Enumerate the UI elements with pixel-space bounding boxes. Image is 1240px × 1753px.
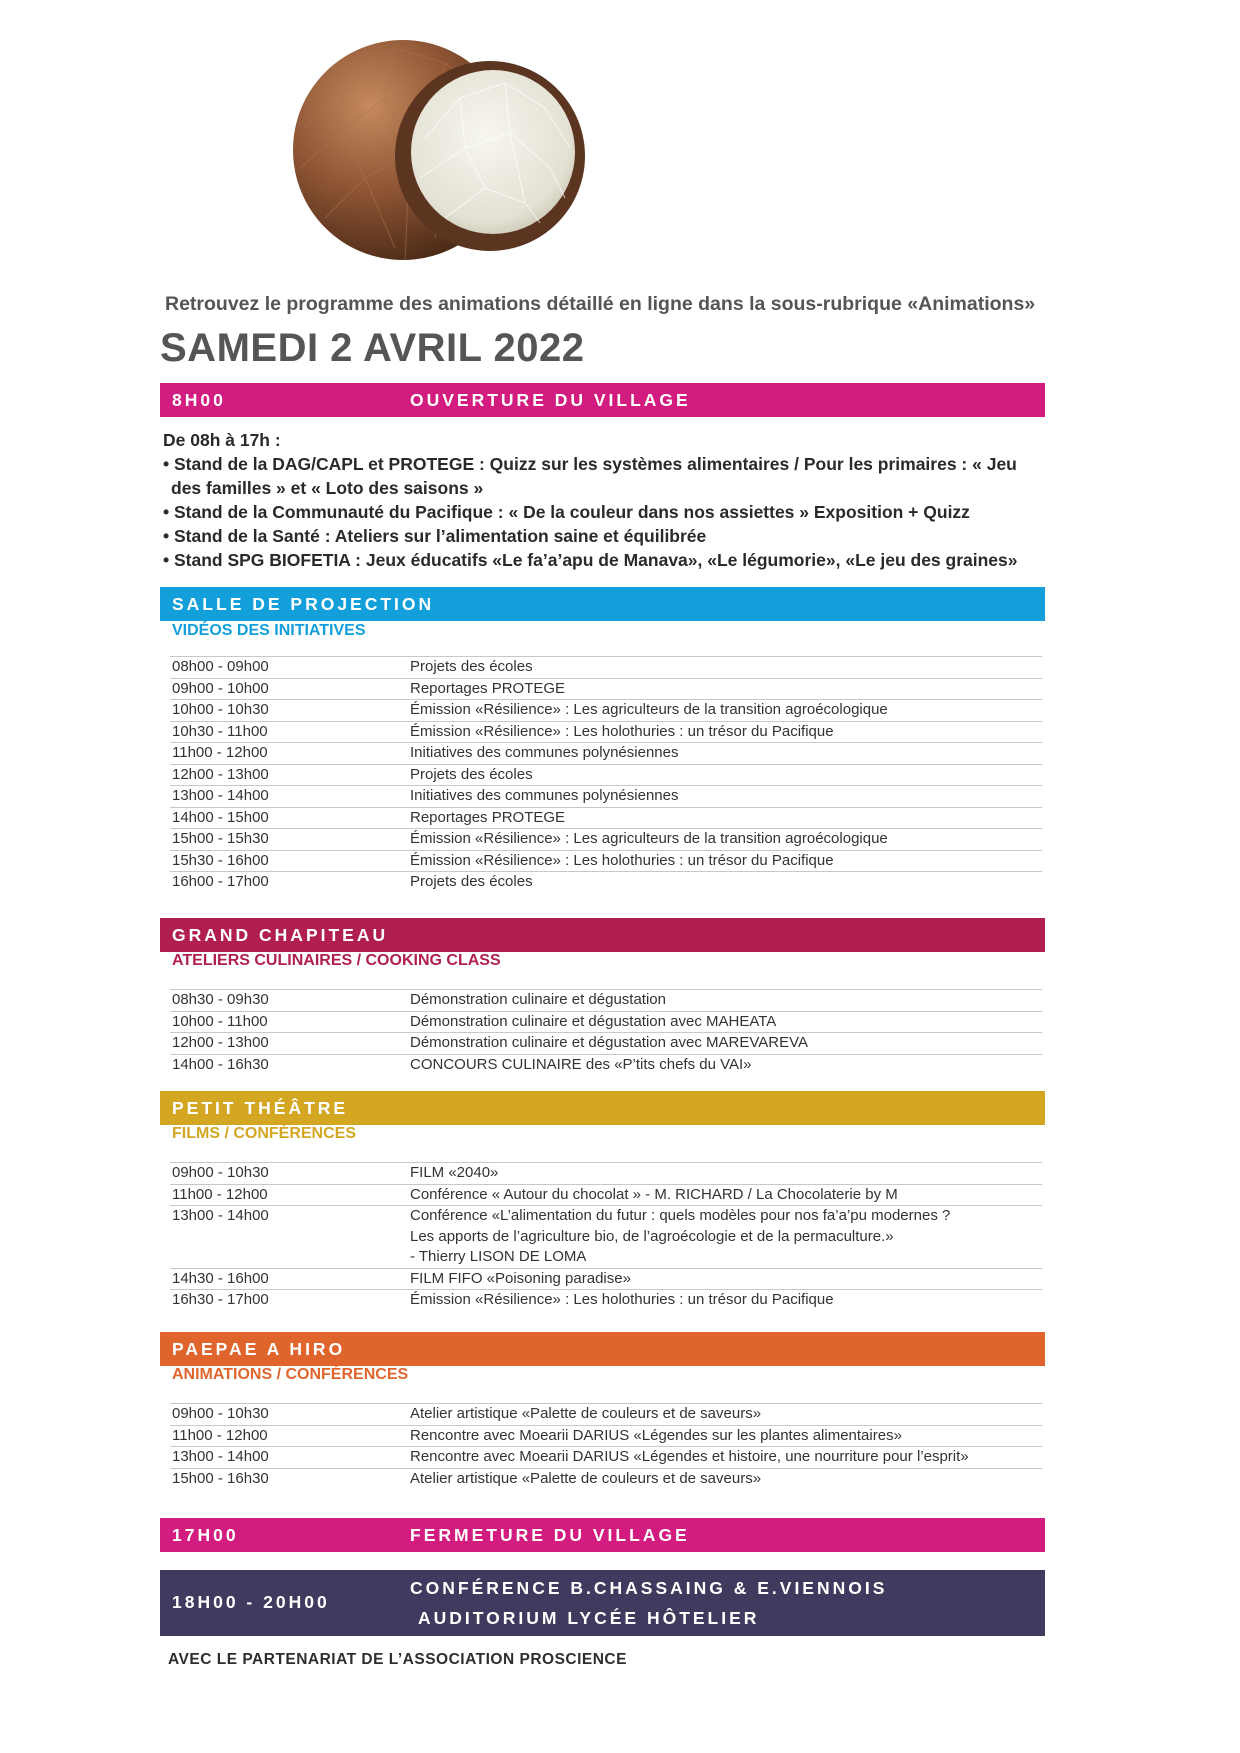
opening-hours: De 08h à 17h : (163, 430, 281, 450)
row-time: 08h00 - 09h00 (172, 658, 269, 675)
section-subtitle: VIDÉOS DES INITIATIVES (172, 622, 366, 639)
row-desc: Émission «Résilience» : Les agriculteurs de la transition agroécologique (410, 830, 888, 847)
row-desc: Émission «Résilience» : Les holothuries : un trésor du Pacifique (410, 722, 834, 740)
row-desc: Projets des écoles (410, 765, 533, 783)
row-time: 13h00 - 14h00 (172, 787, 269, 804)
schedule-list (170, 1403, 1042, 1489)
row-time: 16h00 - 17h00 (172, 873, 269, 890)
table-row (170, 699, 1042, 721)
table-row (170, 785, 1042, 807)
row-time: 15h00 - 15h30 (172, 830, 269, 847)
table-row (170, 1425, 1042, 1447)
section-title: PAEPAE A HIRO (172, 1339, 346, 1359)
section-bar-salle-de-projection (160, 587, 1045, 621)
opening-time: 8H00 (172, 390, 226, 410)
row-desc: Projets des écoles (410, 658, 533, 675)
conference-title: CONFÉRENCE B.CHASSAING & E.VIENNOIS (410, 1578, 888, 1598)
table-row (170, 1184, 1042, 1206)
section-bar-grand-chapiteau (160, 918, 1045, 952)
row-desc: Conférence «L’alimentation du futur : quels modèles pour nos fa’a’pu modernes ? Les apports de l’agriculture bio, de l’agroécologie et de la permaculture.» - Thierry LISON DE LOMA (410, 1207, 951, 1265)
table-row (170, 1446, 1042, 1468)
row-time: 11h00 - 12h00 (172, 1185, 268, 1203)
row-time: 09h00 - 10h30 (172, 1405, 269, 1422)
table-row (170, 764, 1042, 786)
list-item: • Stand de la Communauté du Pacifique : « De la couleur dans nos assiettes » Exposition + Quizz (163, 502, 970, 522)
section-title: SALLE DE PROJECTION (172, 594, 435, 614)
row-time: 14h30 - 16h00 (172, 1269, 269, 1287)
partner-text: AVEC LE PARTENARIAT DE L’ASSOCIATION PROSCIENCE (168, 1651, 627, 1668)
schedule-list (170, 989, 1042, 1075)
coconut-logo (285, 38, 605, 263)
table-row (170, 1403, 1042, 1425)
page-title: SAMEDI 2 AVRIL 2022 (160, 326, 585, 370)
opening-bar (160, 383, 1045, 417)
conference-time: 18H00 - 20H00 (172, 1592, 330, 1612)
row-time: 16h30 - 17h00 (172, 1291, 269, 1308)
section-title: PETIT THÉÂTRE (172, 1098, 349, 1118)
row-desc: Reportages PROTEGE (410, 679, 566, 697)
section-bar-paepae-a-hiro (160, 1332, 1045, 1366)
row-desc: Démonstration culinaire et dégustation (410, 991, 666, 1008)
row-desc: Reportages PROTEGE (410, 808, 566, 826)
row-time: 14h00 - 16h30 (172, 1055, 269, 1073)
row-desc: Atelier artistique «Palette de couleurs et de saveurs» (410, 1469, 762, 1487)
closing-time: 17H00 (172, 1525, 239, 1545)
row-desc: Émission «Résilience» : Les holothuries : un trésor du Pacifique (410, 851, 834, 869)
table-row (170, 1032, 1042, 1054)
row-time: 12h00 - 13h00 (172, 1034, 269, 1051)
row-desc: Émission «Résilience» : Les agriculteurs de la transition agroécologique (410, 701, 888, 718)
table-row (170, 850, 1042, 872)
section-bar-petit-theatre (160, 1091, 1045, 1125)
row-time: 10h00 - 10h30 (172, 701, 269, 718)
table-row (170, 828, 1042, 850)
table-row (170, 656, 1042, 678)
row-desc: Rencontre avec Moearii DARIUS «Légendes et histoire, une nourriture pour l’esprit» (410, 1448, 969, 1465)
intro-text: Retrouvez le programme des animations détaillé en ligne dans la sous-rubrique «Animations» (165, 293, 1036, 315)
row-time: 09h00 - 10h30 (172, 1164, 269, 1181)
table-row (170, 1268, 1042, 1290)
row-desc: Initiatives des communes polynésiennes (410, 787, 679, 804)
schedule-list (170, 1162, 1042, 1311)
row-time: 15h00 - 16h30 (172, 1469, 269, 1487)
row-time: 11h00 - 12h00 (172, 744, 268, 761)
conference-bar (160, 1570, 1045, 1636)
list-item: • Stand de la DAG/CAPL et PROTEGE : Quizz sur les systèmes alimentaires / Pour les primaires : « Jeu des familles » et « Loto des saisons » (163, 454, 1017, 498)
row-desc: Démonstration culinaire et dégustation avec MAHEATA (410, 1012, 777, 1030)
row-time: 10h00 - 11h00 (172, 1012, 268, 1030)
row-desc: FILM FIFO «Poisoning paradise» (410, 1269, 631, 1287)
row-desc: Atelier artistique «Palette de couleurs et de saveurs» (410, 1405, 762, 1422)
table-row (170, 1162, 1042, 1184)
table-row (170, 1011, 1042, 1033)
table-row (170, 1468, 1042, 1490)
row-time: 13h00 - 14h00 (172, 1207, 269, 1224)
section-subtitle: ATELIERS CULINAIRES / COOKING CLASS (172, 952, 501, 969)
row-time: 13h00 - 14h00 (172, 1448, 269, 1465)
opening-title: OUVERTURE DU VILLAGE (410, 390, 691, 410)
row-time: 10h30 - 11h00 (172, 722, 268, 740)
row-desc: Rencontre avec Moearii DARIUS «Légendes sur les plantes alimentaires» (410, 1426, 902, 1444)
section-subtitle: FILMS / CONFÉRENCES (172, 1125, 357, 1142)
table-row (170, 742, 1042, 764)
row-desc: Projets des écoles (410, 873, 533, 890)
closing-title: FERMETURE DU VILLAGE (410, 1525, 690, 1545)
row-time: 09h00 - 10h00 (172, 679, 269, 697)
row-time: 14h00 - 15h00 (172, 808, 269, 826)
row-time: 12h00 - 13h00 (172, 765, 269, 783)
table-row (170, 989, 1042, 1011)
table-row (170, 721, 1042, 743)
conference-location: AUDITORIUM LYCÉE HÔTELIER (418, 1608, 760, 1628)
list-item: • Stand SPG BIOFETIA : Jeux éducatifs «Le fa’a’apu de Manava», «Le légumorie», «Le jeu des graines» (163, 550, 1018, 570)
row-desc: Émission «Résilience» : Les holothuries : un trésor du Pacifique (410, 1291, 834, 1308)
coconut-flesh-icon (411, 70, 575, 234)
section-title: GRAND CHAPITEAU (172, 925, 389, 945)
closing-bar (160, 1518, 1045, 1552)
section-subtitle: ANIMATIONS / CONFÉRENCES (172, 1366, 409, 1383)
schedule-list (170, 656, 1042, 893)
table-row (170, 1289, 1042, 1311)
list-item: • Stand de la Santé : Ateliers sur l’alimentation saine et équilibrée (163, 526, 707, 546)
row-desc: FILM «2040» (410, 1164, 499, 1181)
table-row (170, 807, 1042, 829)
row-desc: Conférence « Autour du chocolat » - M. RICHARD / La Chocolaterie by M (410, 1185, 898, 1203)
opening-details (163, 428, 1043, 572)
table-row (170, 1205, 1042, 1268)
row-time: 11h00 - 12h00 (172, 1426, 268, 1444)
table-row (170, 678, 1042, 700)
row-desc: Initiatives des communes polynésiennes (410, 744, 679, 761)
table-row (170, 871, 1042, 893)
table-row (170, 1054, 1042, 1076)
row-desc: Démonstration culinaire et dégustation avec MAREVAREVA (410, 1034, 808, 1051)
row-time: 15h30 - 16h00 (172, 851, 269, 869)
row-desc: CONCOURS CULINAIRE des «P’tits chefs du VAI» (410, 1055, 752, 1073)
row-time: 08h30 - 09h30 (172, 991, 269, 1008)
